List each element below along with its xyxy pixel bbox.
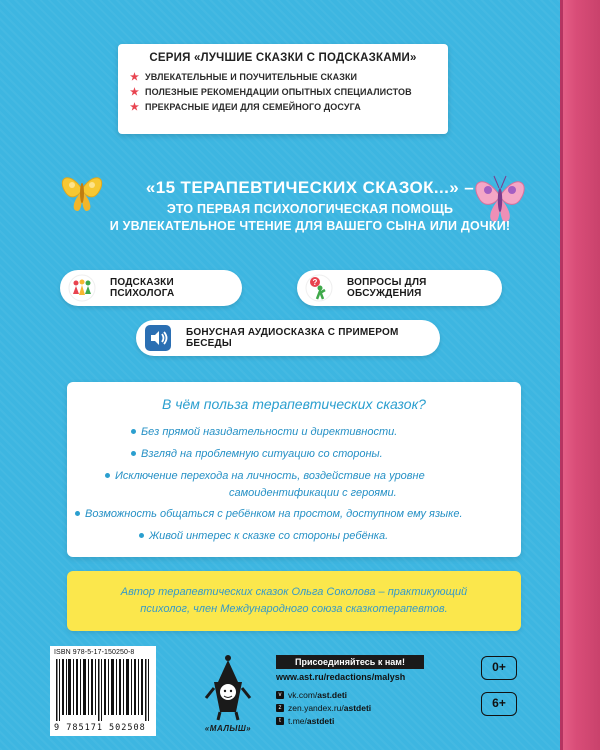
- series-item: [130, 102, 436, 112]
- headline: [100, 178, 520, 233]
- family-icon: [68, 274, 96, 302]
- benefit-text: Взгляд на проблемную ситуацию со стороны.: [141, 448, 383, 460]
- vk-handle: ast.deti: [317, 690, 348, 700]
- yellow-butterfly-icon: [58, 165, 106, 215]
- zen-prefix: zen.yandex.ru/: [288, 703, 344, 713]
- bullet-dot-icon: [131, 429, 136, 434]
- feature-psychologist-label: ПОДСКАЗКИ ПСИХОЛОГА: [110, 277, 175, 299]
- zen-icon: z: [276, 704, 284, 712]
- benefit-text: Живой интерес к сказке со стороны ребёнка.: [149, 530, 389, 542]
- vk-link[interactable]: [276, 690, 347, 700]
- tg-prefix: t.me/: [288, 716, 307, 726]
- join-us-banner: Присоединяйтесь к нам!: [276, 655, 424, 669]
- series-item: [130, 72, 436, 82]
- series-title: СЕРИЯ «ЛУЧШИЕ СКАЗКИ С ПОДСКАЗКАМИ»: [149, 52, 417, 64]
- bullet-dot-icon: [105, 473, 110, 478]
- tg-handle: astdeti: [306, 716, 335, 726]
- benefits-box: [67, 382, 521, 557]
- benefit-text: Исключение перехода на личность, воздействие на уровне: [115, 470, 425, 482]
- benefit-item: [75, 506, 463, 522]
- headline-line-3: И УВЛЕКАТЕЛЬНОЕ ЧТЕНИЕ ДЛЯ ВАШЕГО СЫНА ИЛИ ДОЧКИ!: [109, 219, 511, 233]
- age-badge-0: 0+: [481, 656, 517, 680]
- benefit-item: [139, 528, 388, 544]
- star-icon: ★: [130, 71, 140, 83]
- benefit-item: [131, 424, 397, 440]
- feature-questions-label: ВОПРОСЫ ДЛЯ ОБСУЖДЕНИЯ: [347, 277, 427, 299]
- publisher-logo-text: «МАЛЫШ»: [204, 724, 252, 733]
- author-box: [67, 571, 521, 631]
- zen-link[interactable]: [276, 703, 371, 713]
- barcode-bars-icon: [56, 659, 150, 721]
- barcode-digits: 9 785171 502508: [54, 723, 146, 733]
- benefit-text: Без прямой назидательности и директивности.: [141, 426, 398, 438]
- benefit-item-continued: [229, 485, 397, 501]
- bullet-dot-icon: [139, 533, 144, 538]
- feature-psychologist: [60, 270, 242, 306]
- benefit-item: [131, 446, 383, 462]
- series-item-label: ПОЛЕЗНЫЕ РЕКОМЕНДАЦИИ ОПЫТНЫХ СПЕЦИАЛИСТОВ: [145, 87, 412, 97]
- bullet-dot-icon: [131, 451, 136, 456]
- benefit-text: Возможность общаться с ребёнком на простом, доступном ему языке.: [85, 508, 463, 520]
- vk-icon: v: [276, 691, 284, 699]
- age-badge-6: 6+: [481, 692, 517, 716]
- book-spine: [560, 0, 600, 750]
- benefit-item: [105, 468, 425, 484]
- series-item-label: ПРЕКРАСНЫЕ ИДЕИ ДЛЯ СЕМЕЙНОГО ДОСУГА: [145, 102, 361, 112]
- feature-audio: [136, 320, 440, 356]
- author-line-2: психолог, член Международного союза сказкотерапевтов.: [140, 603, 448, 615]
- barcode: [50, 646, 156, 736]
- headline-line-1: «15 ТЕРАПЕВТИЧЕСКИХ СКАЗОК...» –: [145, 178, 475, 197]
- telegram-link[interactable]: [276, 716, 334, 726]
- svg-text:?: ?: [312, 278, 318, 287]
- question-person-icon: [305, 274, 333, 302]
- series-box: [118, 44, 448, 134]
- author-line-1: Автор терапевтических сказок Ольга Соколова – практикующий: [120, 586, 468, 598]
- isbn-number: ISBN 978-5-17-150250-8: [54, 649, 135, 656]
- star-icon: ★: [130, 86, 140, 98]
- feature-audio-label: БОНУСНАЯ АУДИОСКАЗКА С ПРИМЕРОМ БЕСЕДЫ: [186, 327, 399, 349]
- benefit-text: самоидентификации с героями.: [229, 487, 397, 499]
- bullet-dot-icon: [75, 511, 80, 516]
- zen-handle: astdeti: [343, 703, 372, 713]
- speaker-icon: [144, 324, 172, 352]
- publisher-logo-icon: [200, 652, 256, 722]
- website-link[interactable]: www.ast.ru/redactions/malysh: [276, 672, 406, 682]
- series-item-label: УВЛЕКАТЕЛЬНЫЕ И ПОУЧИТЕЛЬНЫЕ СКАЗКИ: [145, 72, 358, 82]
- headline-line-2: ЭТО ПЕРВАЯ ПСИХОЛОГИЧЕСКАЯ ПОМОЩЬ: [166, 202, 454, 216]
- telegram-icon: t: [276, 717, 284, 725]
- star-icon: ★: [130, 101, 140, 113]
- vk-prefix: vk.com/: [288, 690, 318, 700]
- series-item: [130, 87, 436, 97]
- benefits-title: В чём польза терапевтических сказок?: [162, 396, 426, 412]
- feature-questions: [297, 270, 502, 306]
